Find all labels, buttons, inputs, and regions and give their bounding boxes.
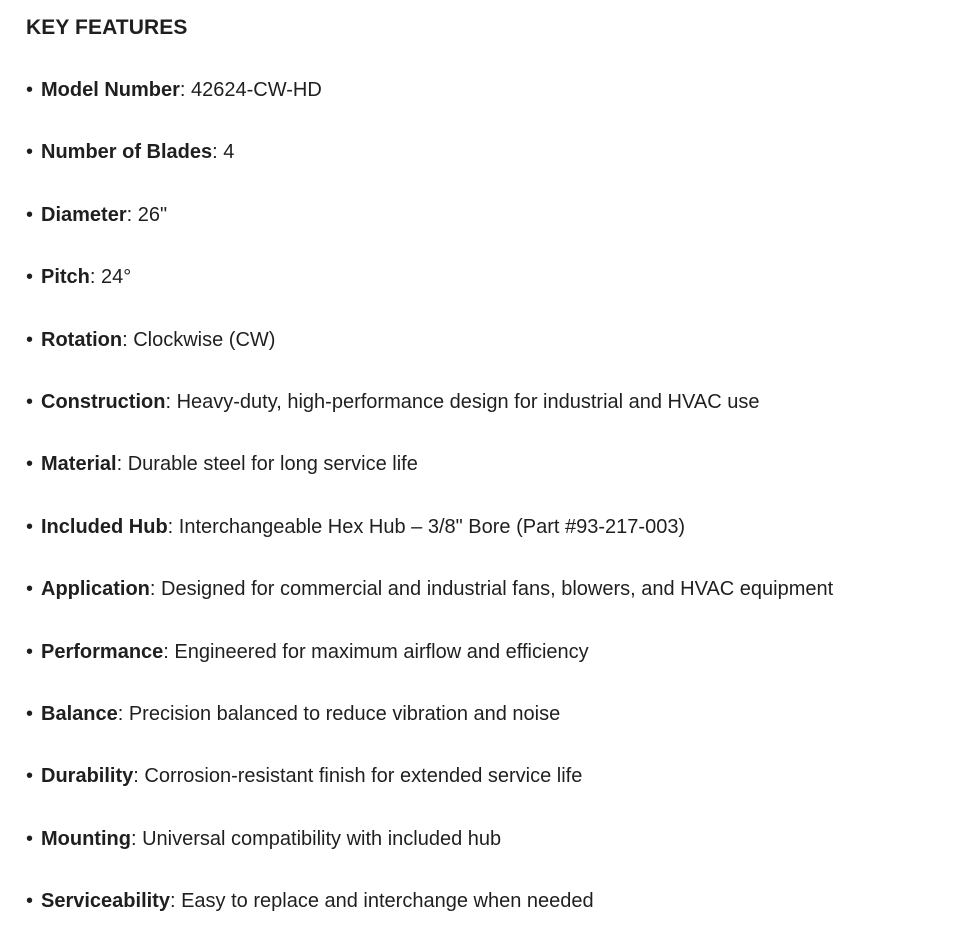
bullet-icon: •	[26, 890, 34, 913]
feature-balance: • Balance: Precision balanced to reduce vibration and noise	[26, 700, 960, 728]
bullet-icon: •	[26, 79, 34, 101]
feature-value: Clockwise (CW)	[133, 328, 276, 351]
feature-model-number: • Model Number: 42624-CW-HD	[26, 76, 960, 104]
feature-value: Easy to replace and interchange when needed	[181, 890, 594, 913]
feature-included-hub: • Included Hub: Interchangeable Hex Hub – 3/8" Bore (Part #93-217-003)	[26, 513, 960, 541]
feature-material: • Material: Durable steel for long service life	[26, 450, 960, 478]
feature-value: 26"	[137, 203, 168, 226]
feature-mounting: • Mounting: Universal compatibility with included hub	[26, 825, 960, 853]
feature-label: Diameter	[41, 203, 127, 226]
feature-value: Universal compatibility with included hub	[142, 827, 502, 850]
feature-label: Durability	[41, 765, 134, 788]
feature-label: Construction	[41, 390, 166, 413]
feature-label: Balance	[41, 702, 118, 725]
feature-label: Mounting	[41, 827, 131, 850]
bullet-icon: •	[26, 328, 34, 351]
bullet-icon: •	[26, 765, 34, 788]
feature-performance: • Performance: Engineered for maximum airflow and efficiency	[26, 638, 960, 666]
feature-label: Material	[41, 453, 117, 476]
feature-value: 4	[223, 141, 235, 164]
bullet-icon: •	[26, 141, 34, 164]
feature-label: Serviceability	[41, 890, 170, 913]
feature-pitch: • Pitch: 24°	[26, 263, 960, 291]
feature-label: Rotation	[41, 328, 123, 351]
feature-value: Engineered for maximum airflow and efficiency	[174, 640, 589, 663]
feature-list	[26, 76, 960, 915]
feature-label: Model Number	[41, 79, 180, 101]
feature-value: 42624-CW-HD	[191, 79, 322, 101]
bullet-icon: •	[26, 203, 34, 226]
feature-value: Corrosion-resistant finish for extended service life	[144, 765, 583, 788]
bullet-icon: •	[26, 266, 34, 289]
feature-diameter: • Diameter: 26"	[26, 201, 960, 229]
feature-application: • Application: Designed for commercial and industrial fans, blowers, and HVAC equipment	[26, 575, 960, 603]
feature-label: Included Hub	[41, 515, 168, 538]
feature-value: Designed for commercial and industrial fans, blowers, and HVAC equipment	[161, 578, 834, 601]
feature-label: Performance	[41, 640, 164, 663]
bullet-icon: •	[26, 578, 34, 601]
feature-label: Number of Blades	[41, 141, 213, 164]
bullet-icon: •	[26, 453, 34, 476]
feature-value: Interchangeable Hex Hub – 3/8" Bore (Part #93-217-003)	[178, 515, 686, 538]
bullet-icon: •	[26, 702, 34, 725]
feature-durability: • Durability: Corrosion-resistant finish for extended service life	[26, 762, 960, 790]
feature-rotation: • Rotation: Clockwise (CW)	[26, 326, 960, 354]
feature-serviceability: • Serviceability: Easy to replace and interchange when needed	[26, 887, 960, 915]
feature-value: Precision balanced to reduce vibration and noise	[128, 702, 561, 725]
bullet-icon: •	[26, 640, 34, 663]
section-heading: KEY FEATURES	[26, 16, 188, 39]
feature-value: Durable steel for long service life	[127, 453, 418, 476]
bullet-icon: •	[26, 827, 34, 850]
bullet-icon: •	[26, 515, 34, 538]
feature-construction: • Construction: Heavy-duty, high-performance design for industrial and HVAC use	[26, 388, 960, 416]
feature-value: Heavy-duty, high-performance design for industrial and HVAC use	[176, 390, 760, 413]
bullet-icon: •	[26, 390, 34, 413]
feature-number-of-blades: • Number of Blades: 4	[26, 138, 960, 166]
feature-label: Pitch	[41, 266, 90, 289]
feature-value: 24°	[101, 266, 132, 289]
feature-label: Application	[41, 578, 150, 601]
